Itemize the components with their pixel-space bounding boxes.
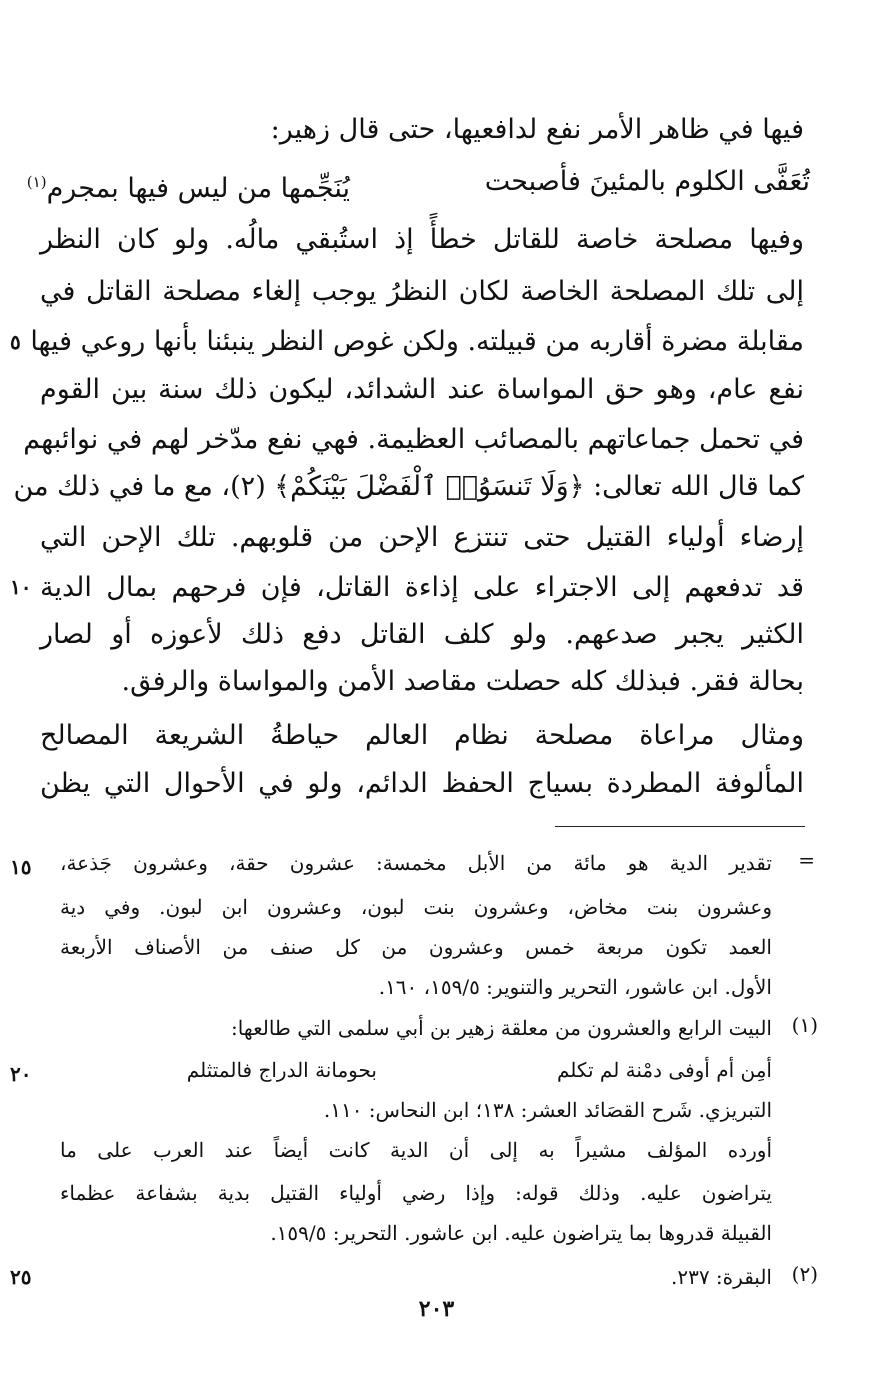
footnote-separator — [555, 826, 805, 827]
body-line: وفيها مصلحة خاصة للقاتل خطأً إذ استُبقي مالُه. ولو كان النظر — [40, 224, 804, 255]
footnote-line: القبيلة قدروها بما يتراضون عليه. ابن عاشور. التحرير: ١٥٩/٥. — [270, 1221, 772, 1245]
line-number: ٥ — [10, 330, 21, 354]
footnote-line: التبريزي. شَرح القصَائد العشر: ١٣٨؛ ابن النحاس: ١١٠. — [323, 1098, 772, 1122]
body-line: الكثير يجبر صدعهم. ولو كلف القاتل دفع ذلك لأعوزه أو لصار — [40, 619, 804, 650]
body-line: قد تدفعهم إلى الاجتراء على إذاءة القاتل، فإن فرحهم بمال الدية — [40, 572, 804, 603]
body-line: بحالة فقر. فبذلك كله حصلت مقاصد الأمن والمواساة والرفق. — [121, 666, 804, 697]
footnote-line: تقدير الدية هو مائة من الأبل مخمسة: عشرون حقة، وعشرون جَذعة، — [60, 851, 772, 875]
poem-hemistich-1: أمِن أم أوفى دمْنة لم تكلم — [557, 1058, 772, 1082]
verse-line — [26, 162, 810, 204]
body-line: المألوفة المطردة بسياج الحفظ الدائم، ولو في الأحوال التي يظن — [40, 768, 804, 799]
body-line: نفع عام، وهو حق المواساة عند الشدائد، ليكون ذلك سنة بين القوم — [40, 374, 804, 405]
body-line: ومثال مراعاة مصلحة نظام العالم حياطةُ الشريعة المصالح — [40, 720, 804, 751]
poem-hemistich-2: بحومانة الدراج فالمتثلم — [186, 1058, 377, 1082]
line-number: ٢٠ — [10, 1062, 32, 1086]
footnote-line: العمد تكون مربعة خمس وعشرون من كل صنف من الأصناف الأربعة — [60, 935, 772, 959]
body-line: مقابلة مضرة أقاربه من قبيلته. ولكن غوص النظر ينبئنا بأنها روعي فيها — [30, 326, 804, 357]
page-number: ٢٠٣ — [418, 1296, 455, 1322]
footnote-2-mark: (٢) — [791, 1262, 818, 1286]
line-number: ١٥ — [10, 855, 32, 879]
footnote-line: الأول. ابن عاشور، التحرير والتنوير: ١٥٩/٥، ١٦٠. — [378, 975, 772, 999]
footnote-line: البيت الرابع والعشرون من معلقة زهير بن أبي سلمى التي طالعها: — [231, 1016, 772, 1040]
verse-hemistich-2: يُنَجِّمها من ليس فيها بمجرم — [46, 173, 350, 204]
footnote-ref: (١) — [26, 173, 47, 191]
footnote-1-mark: (١) — [791, 1013, 818, 1037]
body-line: إلى تلك المصلحة الخاصة لكان النظرُ يوجب إلغاء مصلحة القاتل في — [40, 276, 804, 307]
verse-hemistich-1: تُعَفَّى الكلوم بالمئينَ فأصبحت — [484, 166, 810, 197]
footnote-line: أورده المؤلف مشيراً به إلى أن الدية كانت أيضاً عند العرب على ما — [60, 1138, 772, 1162]
line-number: ١٠ — [10, 575, 32, 599]
verse-hemistich-2-wrap — [27, 162, 350, 209]
body-line: كما قال الله تعالى: ﴿وَلَا تَنسَوُا۟ ٱلْفَضْلَ بَيْنَكُمْ﴾ (٢)، مع ما في ذلك من — [13, 471, 804, 502]
body-line: إرضاء أولياء القتيل حتى تنتزع الإحن من قلوبهم. تلك الإحن التي — [40, 522, 804, 553]
footnote-line: يتراضون عليه. وذلك قوله: وإذا رضي أولياء القتيل بدية بشفاعة عظماء — [60, 1181, 772, 1205]
body-line: في تحمل جماعاتهم بالمصائب العظيمة. فهي نفع مدّخر لهم في نوائبهم — [23, 424, 804, 455]
footnote-line: وعشرون بنت مخاض، وعشرون بنت لبون، وعشرون ابن لبون. وفي دية — [60, 895, 773, 919]
body-line: فيها في ظاهر الأمر نفع لدافعيها، حتى قال زهير: — [270, 114, 804, 145]
footnote-poem — [60, 1055, 772, 1085]
continuation-mark: = — [798, 848, 815, 872]
footnote-line: البقرة: ٢٣٧. — [670, 1265, 772, 1289]
line-number: ٢٥ — [10, 1265, 32, 1289]
